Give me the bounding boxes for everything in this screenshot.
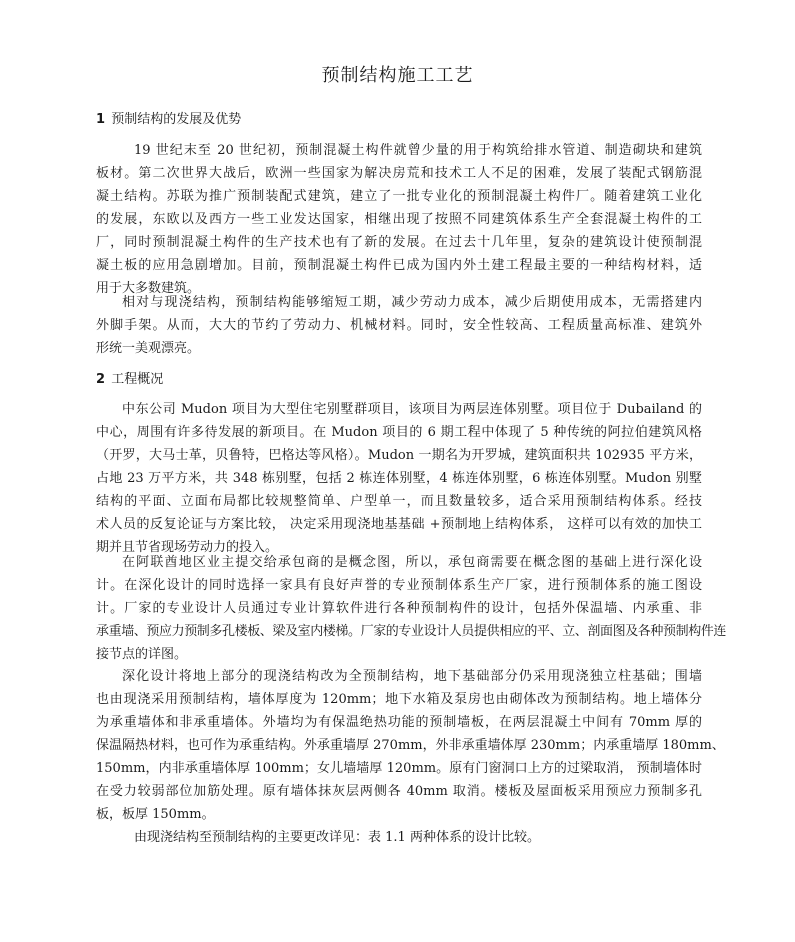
section-number: 1 [96,112,106,127]
text-line: 由现浇结构至预制结构的主要更改详见：表 1.1 两种体系的设计比较。 [134,830,540,845]
text-line: 为承重墙体和非承重墙体。外墙均为有保温绝热功能的预制墙板，在两层混凝土中间有 70mm 厚的 [96,715,702,730]
section-title: 工程概况 [111,372,164,387]
text-line: 接节点的详图。 [96,647,188,662]
text-line: 中东公司 Mudon 项目为大型住宅别墅群项目，该项目为两层连体别墅。项目位于 Dubailand 的 [122,402,702,417]
text-line: 19 世纪末至 20 世纪初，预制混凝土构件就曾少量的用于构筑给排水管道、制造砌块和建筑 [134,143,702,158]
text-line: （开罗，大马士革，贝鲁特，巴格达等风格）。Mudon 一期名为开罗城，建筑面积共 102935 平方米， [96,448,702,463]
paragraph-project-overview [96,398,702,559]
text-line: 相对与现浇结构，预制结构能够缩短工期，减少劳动力成本，减少后期使用成本，无需搭建内 [122,295,702,310]
text-line: 中心，周围有许多待发展的新项目。在 Mudon 项目的 6 期工程中体现了 5 种传统的阿拉伯建筑风格 [96,425,702,440]
text-line: 用于大多数建筑。 [96,281,201,296]
text-line: 深化设计将地上部分的现浇结构改为全预制结构，地下基础部分仍采用现浇独立柱基础；围墙 [122,669,702,684]
text-line: 150mm，内非承重墙体厚 100mm；女儿墙墙厚 120mm。原有门窗洞口上方的过梁取消， 预制墙体时 [96,761,702,776]
text-line: 的发展，东欧以及西方一些工业发达国家，相继出现了按照不同建筑体系生产全套混凝土构件的工 [96,212,702,227]
text-line: 计。在深化设计的同时选择一家具有良好声誉的专业预制体系生产厂家，进行预制体系的施工图设 [96,578,702,593]
text-line: 占地 23 万平方米，共 348 栋别墅，包括 2 栋连体别墅，4 栋连体别墅，6 栋连体别墅。Mudon 别墅 [96,471,702,486]
text-line: 保温隔热材料，也可作为承重结构。外承重墙厚 270mm，外非承重墙体厚 230mm；内承重墙厚 180mm、 [96,738,725,753]
text-line: 在受力较弱部位加筋处理。原有墙体抹灰层两侧各 40mm 取消。楼板及屋面板采用预应力预制多孔 [96,784,702,799]
text-line: 板材。第二次世界大战后，欧洲一些国家为解决房荒和技术工人不足的困难，发展了装配式钢筋混 [96,166,702,181]
paragraph-design-process [96,551,727,666]
paragraph-structural-changes [96,665,725,826]
paragraph-table-reference [96,826,702,849]
text-line: 板，板厚 150mm。 [96,807,215,822]
paragraph-advantages [96,291,702,360]
document-title: 预制结构施工工艺 [321,65,474,86]
text-line: 期并且节省现场劳动力的投入。 [96,540,279,555]
text-line: 厂，同时预制混凝土构件的生产技术也有了新的发展。在过去十几年里，复杂的建筑设计使预制混 [96,235,702,250]
paragraph-history [96,139,702,300]
text-line: 凝土板的应用急剧增加。目前，预制混凝土构件已成为国内外土建工程最主要的一种结构材料，适 [96,258,702,273]
section-heading-1 [96,110,241,130]
section-heading-2 [96,370,163,390]
text-line: 在阿联酋地区业主提交给承包商的是概念图，所以，承包商需要在概念图的基础上进行深化设 [122,555,702,570]
text-line: 计。厂家的专业设计人员通过专业计算软件进行各种预制构件的设计，包括外保温墙、内承重、非 [96,601,702,616]
text-line: 形统一美观漂亮。 [96,341,201,356]
text-line: 承重墙、预应力预制多孔楼板、梁及室内楼梯。厂家的专业设计人员提供相应的平、立、剖面图及各种预制构件连 [96,624,727,639]
text-line: 凝土结构。苏联为推广预制装配式建筑，建立了一批专业化的预制混凝土构件厂。随着建筑工业化 [96,189,702,204]
text-line: 结构的平面、立面布局都比较规整简单、户型单一，而且数量较多，适合采用预制结构体系。经技 [96,494,702,509]
section-number: 2 [96,372,106,387]
text-line: 也由现浇采用预制结构，墙体厚度为 120mm；地下水箱及泵房也由砌体改为预制结构。地上墙体分 [96,692,702,707]
section-title: 预制结构的发展及优势 [111,112,242,127]
text-line: 术人员的反复论证与方案比较， 决定采用现浇地基基础 +预制地上结构体系， 这样可以有效的加快工 [96,517,702,532]
text-line: 外脚手架。从而，大大的节约了劳动力、机械材料。同时，安全性较高、工程质量高标准、建筑外 [96,318,702,333]
